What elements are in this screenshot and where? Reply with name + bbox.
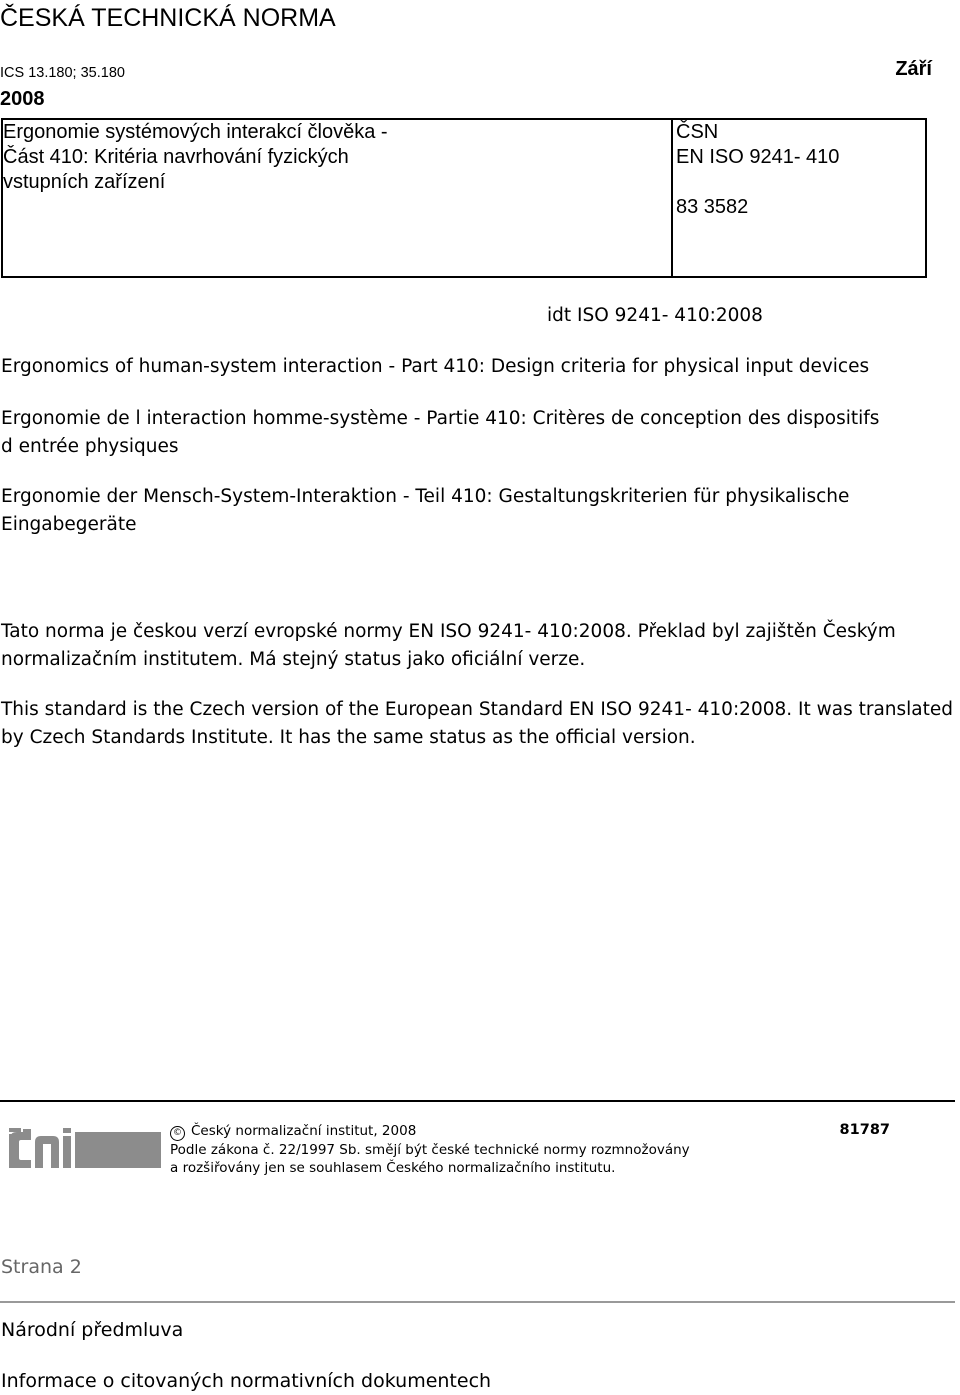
issue-month: Září xyxy=(895,58,932,80)
czech-statement-line: normalizačním institutem. Má stejný status jako oficiální verze. xyxy=(1,649,586,670)
czech-title-line: Část 410: Kritéria navrhování fyzických xyxy=(3,146,349,168)
french-title-line: d entrée physiques xyxy=(1,436,179,457)
page-divider xyxy=(0,1301,955,1303)
title-table xyxy=(1,118,927,278)
issue-year: 2008 xyxy=(0,88,45,110)
copyright-footer xyxy=(0,1100,955,1194)
subsection-title: Informace o citovaných normativních dokumentech xyxy=(1,1370,492,1392)
standard-number: EN ISO 9241- 410 xyxy=(676,146,840,168)
english-title: Ergonomics of human-system interaction - Part 410: Design criteria for physical input devices xyxy=(1,356,870,377)
idt-reference: idt ISO 9241- 410:2008 xyxy=(547,305,763,326)
classification-number: 83 3582 xyxy=(676,196,749,218)
french-title-line: Ergonomie de l interaction homme-système - Partie 410: Critères de conception des dispositifs xyxy=(1,408,880,429)
norm-heading: ČESKÁ TECHNICKÁ NORMA xyxy=(0,4,336,32)
czech-title-line: vstupních zařízení xyxy=(3,171,166,193)
document-number: 81787 xyxy=(839,1122,890,1138)
czech-statement-line: Tato norma je českou verzí evropské normy EN ISO 9241- 410:2008. Překlad byl zajištěn Českým xyxy=(1,621,896,642)
english-statement-line: by Czech Standards Institute. It has the same status as the official version. xyxy=(1,727,696,748)
german-title-line: Ergonomie der Mensch-System-Interaktion - Teil 410: Gestaltungskriterien für physikalische xyxy=(1,486,850,507)
czech-title-line: Ergonomie systémových interakcí člověka - xyxy=(3,121,388,143)
legal-notice-line: Podle zákona č. 22/1997 Sb. smějí být české technické normy rozmnožovány xyxy=(170,1142,690,1158)
copyright-icon: © xyxy=(170,1126,185,1141)
section-title: Národní předmluva xyxy=(1,1319,184,1341)
ics-code: ICS 13.180; 35.180 xyxy=(0,65,125,81)
czech-title-cell xyxy=(3,120,673,276)
german-title-line: Eingabegeräte xyxy=(1,514,137,535)
document-header xyxy=(0,0,960,115)
english-statement-line: This standard is the Czech version of the European Standard EN ISO 9241- 410:2008. It was translated xyxy=(1,699,954,720)
copyright-holder: Český normalizační institut, 2008 xyxy=(191,1123,417,1139)
legal-notice-line: a rozšiřovány jen se souhlasem Českého normalizačního institutu. xyxy=(170,1160,616,1176)
standard-id-cell xyxy=(673,120,925,276)
page-label: Strana 2 xyxy=(1,1256,82,1278)
copyright-line xyxy=(170,1122,690,1141)
footer-text xyxy=(170,1122,690,1177)
cni-logo-icon xyxy=(9,1128,161,1168)
csn-label: ČSN xyxy=(676,121,719,143)
